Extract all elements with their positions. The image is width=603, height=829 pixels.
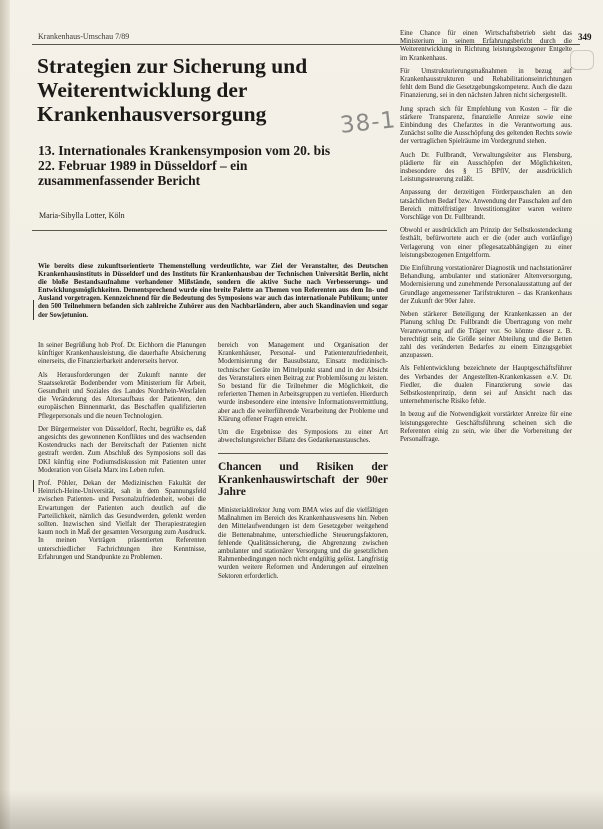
paragraph: Für Umstrukturierungsmaßnahmen in bezug auf Krankenhausstrukturen und Rehabilitationseinrichtungen fehlt dem Bund die Gesetzgebungskompetenz. Auch die dazu Finanzierung, sei in den nächsten Jahren nicht sichergestellt. — [400, 67, 572, 100]
paragraph: Um die Ergebnisse des Symposions zu einer Art abwechslungsreicher Bilanz des Gedankenaustausches. — [218, 429, 388, 445]
paragraph: bereich von Management und Organisation der Krankenhäuser, Personal- und Patientenzufriedenheit, Modernisierung der Bausubstanz, Einsatz medizinisch-technischer Geräte im Mittelpunkt stand und in der Absicht des Veranstalters einen Beitrag zur Problemlösung zu leisten. So bestand für die Teilnehmer die Möglichkeit, die referierten Themen in Arbeitsgruppen zu vertiefen. Hierdurch wurde insbesondere eine intensive Informationsvermittlung, aber auch die weiterführende Verarbeitung der Probleme und Klärung offener Fragen erreicht. — [218, 342, 388, 423]
paragraph: Als Fehlentwicklung bezeichnete der Hauptgeschäftsführer des Verbandes der Angestellten-Krankenkassen e.V. Dr. Fiedler, die dualen Finanzierung sowie das Selbstkostenprinzip, denn sei auf Ansicht nach das unternehmerische Risiko fehle. — [400, 365, 572, 406]
article-subtitle: 13. Internationales Krankensymposion vom 20. bis 22. Februar 1989 in Düsseldorf – ein zusammenfassender Bericht — [38, 143, 331, 188]
text-column-3 — [400, 30, 572, 449]
page-binding-edge — [0, 0, 10, 829]
section-rule — [218, 453, 388, 454]
section-heading: Chancen und Risiken der Krankenhauswirtschaft der 90er Jahre — [218, 461, 388, 499]
paragraph: Jung sprach sich für Empfehlung von Kosten – für die stärkere Transparenz, finanzielle Anreize sowie eine Einbindung des Chefarztes in die Verantwortung aus. Zunächst sollte die Ausschöpfung des geltenden Rechts sowie der vertraglichen Spielräume im Vordergrund stehen. — [400, 105, 572, 146]
corner-stamp — [570, 50, 594, 70]
text-column-1 — [38, 342, 206, 567]
paragraph: In seiner Begrüßung hob Prof. Dr. Eichhorn die Planungen künftiger Krankenhausleistung, die dauerhafte Absicherung einerseits, die Finanzierbarkeit andererseits hervor. — [38, 342, 206, 366]
article-author: Maria-Sibylla Lotter, Köln — [39, 211, 125, 220]
paragraph: Prof. Pöhler, Dekan der Medizinischen Fakultät der Heinrich-Heine-Universität, sah in dem Spannungsfeld zwischen Patienten- und Personalzufriedenheit, wobei die Erwartungen der Patienten auch deutlich auf die Parteilichkeit, nämlich das Gesundwerden, gelenkt werden sollten. Inzwischen sind Vielfalt der Therapiestrategien kaum noch in Maß der gesamten Versorgung zum Ausdruck. In meinen Vorträgen präsentierten Referenten unterschiedlicher Fachrichtungen ihre Kenntnisse, Erfahrungen und Standpunkte zu Problemen. — [38, 480, 206, 561]
running-head: Krankenhaus-Umschau 7/89 — [38, 32, 130, 41]
paragraph: Anpassung der derzeitigen Förderpauschalen an den tatsächlichen Bedarf bzw. Anwendung der Pauschalen auf den Bereich mittelfristiger Investitionsgüter waren weitere Vorschläge von Dr. Fullbrandt. — [400, 189, 572, 222]
margin-mark — [33, 480, 34, 492]
paragraph: Neben stärkerer Beteiligung der Krankenkassen an der Planung schlug Dr. Fullbrandt die Übertragung von mehr Verantwortung auf die Träger vor. So könnte dieser z. B. berechtigt sein, die Größe seiner Abteilung und die Betten zahl des veränderten Bedarfes zu einem Einzugsgebiet anzupassen. — [400, 311, 572, 360]
paragraph: Eine Chance für einen Wirtschaftsbetrieb sieht das Ministerium in seinem Erfahrungsbericht durch die Weiterentwicklung in Richtung leistungsbezogener Entgelte im Krankenhaus. — [400, 30, 572, 62]
paragraph: Der Bürgermeister von Düsseldorf, Recht, begrüßte es, daß angesichts des gewonnenen Konfliktes und des wachsenden Kostendrucks nach der Bereitschaft der Patienten nicht gestraft werden. Zum Abschluß des Symposions soll das DKI künftig eine Podiumsdiskussion mit Patienten unter Moderation von Gisela Marx ins Leben rufen. — [38, 425, 206, 474]
paragraph: Auch Dr. Fullbrandt, Verwaltungsleiter aus Flensburg, plädierte für ein Ausschöpfen der Möglichkeiten, insbesondere des § 15 BPflV, der ausdrücklich Leistungssteuerung zuläßt. — [400, 151, 572, 184]
scan-shadow — [0, 790, 603, 829]
article-abstract: Wie bereits diese zukunftsorientierte Themenstellung verdeutlichte, war Ziel der Veranstalter, des Deutschen Krankenhausinstituts in Düsseldorf und des Instituts für Krankenhausbau der Technischen Universität Berlin, nicht die bloße Bestandsaufnahme vorhandener Mißstände, sondern die aktive Suche nach Verbesserungs- und Entwicklungsmöglichkeiten. Dementsprechend wurde eine breite Palette an Themen von Referenten aus dem In- und Ausland vorgetragen. Kennzeichnend für die Bedeutung des Symposions war auch das internationale Publikum; unter den 500 Teilnehmern befanden sich zahlreiche Zuhörer aus den Nachbarländern, aber auch Skandinavien und sogar der Sowjetunion. — [38, 263, 388, 319]
margin-mark — [33, 300, 34, 320]
paragraph: Als Herausforderungen der Zukunft nannte der Staatssekretär Bodenbender vom Ministerium für Arbeit, Gesundheit und Soziales des Landes Nordrhein-Westfalen die Veränderung des Altersaufbaus der Patienten, den europäischen Binnenmarkt, das Beschaffen qualifizierten Pflegepersonals und die neuen Technologien. — [38, 371, 206, 420]
article-title: Strategien zur Sicherung und Weiterentwicklung der Krankenhausversorgung — [37, 54, 308, 126]
paragraph: Die Einführung vorstationärer Diagnostik und nachstationärer Behandlung, ambulanter und stationärer Altenversorgung, Modernisierung und zunehmende Personalausstattung auf der Grundlage angemessener Tarifstrukturen – das Krankenhaus der Zukunft der 90er Jahre. — [400, 265, 572, 305]
text-column-2 — [218, 342, 388, 586]
handwritten-note: 38-1 — [338, 107, 398, 139]
paragraph: Ministerialdirektor Jung vom BMA wies auf die vielfältigen Maßnahmen im Bereich des Krankenhauswesens hin. Neben den Mittelaufwendungen ist dem Gesetzgeber weitgehend die Bettenabnahme, unterschiedliche Steuerungsfaktoren, fehlende Qualitätssicherung, die Abgrenzung zwischen ambulanter und stationärer Versorgung und die gesetzlichen Rahmenbedingungen noch nicht endgültig gelöst. Langfristig wurden weitere Reformen und Änderungen auf einzelnen Sektoren erforderlich. — [218, 506, 388, 580]
page-number: 349 — [578, 32, 592, 42]
author-rule — [32, 230, 387, 231]
paragraph: In bezug auf die Notwendigkeit vorstärkter Anreize für eine leistungsgerechte Geschäftsführung scheinen sich die Referenten einig zu sein, wie über die Vorbereitung der Personalfrage. — [400, 411, 572, 443]
paragraph: Obwohl er ausdrücklich am Prinzip der Selbstkostendeckung festhält, befürwortete auch er die (oder auch vorläufige) Verlagerung von einer pflegesatzabhängigen zu einer leistungsbezogenen Entgeltform. — [400, 227, 572, 259]
